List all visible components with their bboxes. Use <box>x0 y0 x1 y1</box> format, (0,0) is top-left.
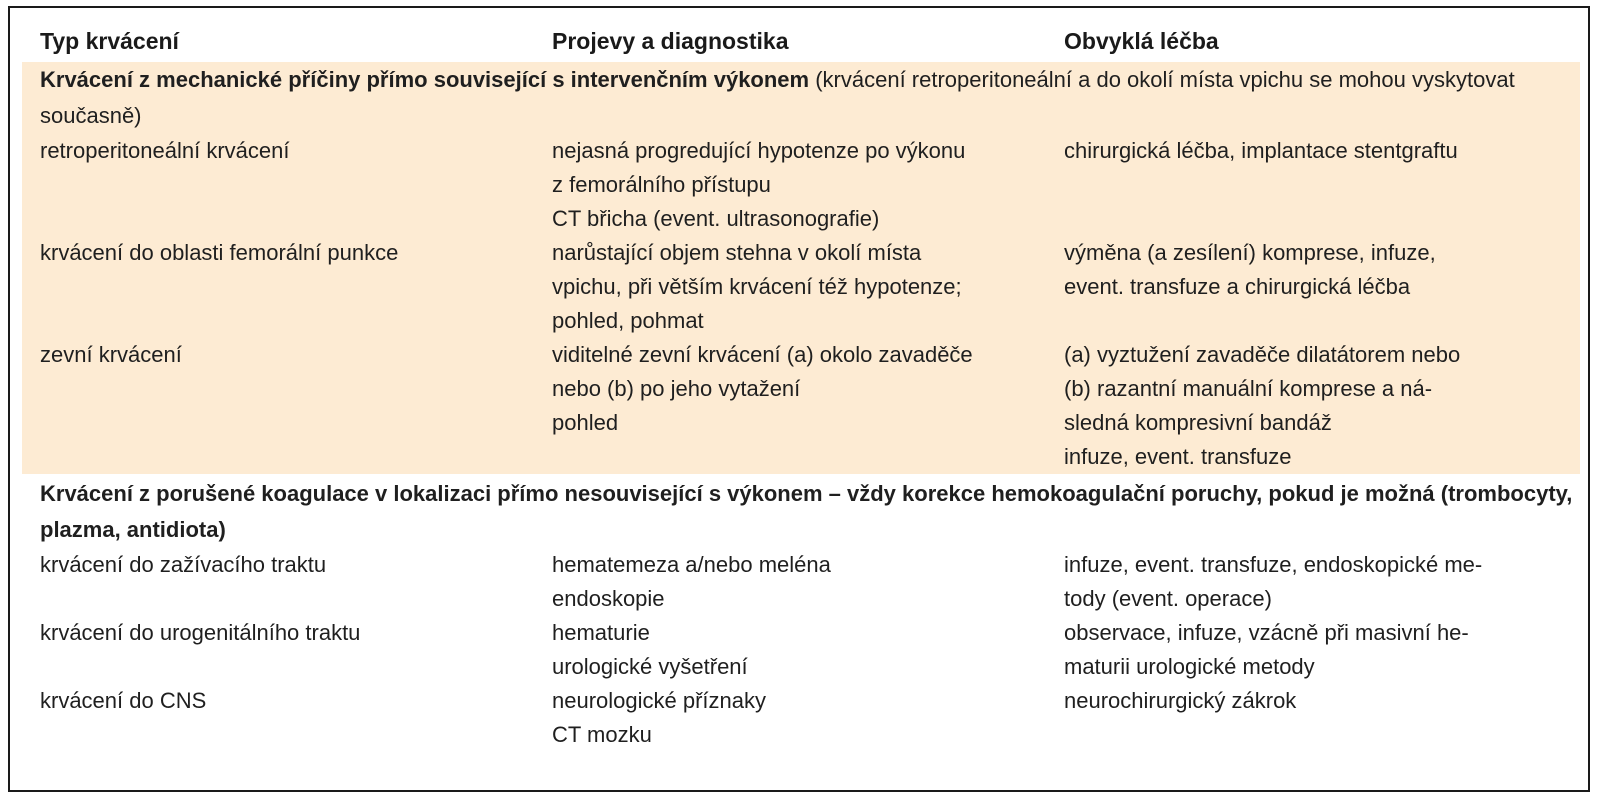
cell-type <box>22 548 534 616</box>
cell-line: nejasná progredující hypotenze po výkonu <box>552 138 966 163</box>
cell-line: krvácení do urogenitálního traktu <box>40 620 361 645</box>
table-row <box>22 684 1580 752</box>
cell-line: z femorálního přístupu <box>552 172 771 197</box>
cell-line: výměna (a zesílení) komprese, infuze, <box>1064 240 1436 265</box>
section-coagulation <box>22 474 1580 752</box>
cell-line: endoskopie <box>552 586 665 611</box>
cell-line: hematemeza a/nebo meléna <box>552 552 831 577</box>
cell-treatment <box>1046 134 1580 236</box>
cell-type <box>22 338 534 474</box>
cell-line: pohled, pohmat <box>552 308 704 333</box>
cell-line: neurologické příznaky <box>552 688 767 713</box>
section-heading-bold: Krvácení z mechanické příčiny přímo související s intervenčním výkonem <box>40 67 810 92</box>
cell-diagnosis <box>534 134 1046 236</box>
table-row <box>22 548 1580 616</box>
cell-line: pohled <box>552 410 619 435</box>
table-row <box>22 236 1580 338</box>
bleeding-table <box>22 22 1580 752</box>
cell-treatment <box>1046 616 1580 684</box>
cell-type <box>22 684 534 752</box>
section-heading <box>22 474 1580 548</box>
cell-line: sledná kompresivní bandáž <box>1064 410 1332 435</box>
cell-treatment <box>1046 684 1580 752</box>
cell-line: (b) razantní manuální komprese a ná- <box>1064 376 1433 401</box>
cell-line: neurochirurgický zákrok <box>1064 688 1297 713</box>
cell-type <box>22 236 534 338</box>
cell-line: hematurie <box>552 620 650 645</box>
cell-line: (a) vyztužení zavaděče dilatátorem nebo <box>1064 342 1461 367</box>
cell-treatment <box>1046 548 1580 616</box>
cell-line: narůstající objem stehna v okolí místa <box>552 240 922 265</box>
section-heading <box>22 62 1580 134</box>
section-mechanical <box>22 62 1580 474</box>
table-header <box>22 22 1580 62</box>
cell-line: viditelné zevní krvácení (a) okolo zavaděče <box>552 342 973 367</box>
cell-diagnosis <box>534 684 1046 752</box>
table-frame <box>8 6 1590 792</box>
cell-line: observace, infuze, vzácně při masivní he- <box>1064 620 1469 645</box>
table-row <box>22 338 1580 474</box>
cell-line: krvácení do zažívacího traktu <box>40 552 327 577</box>
cell-line: vpichu, při větším krvácení též hypotenze; <box>552 274 962 299</box>
cell-diagnosis <box>534 548 1046 616</box>
cell-line: infuze, event. transfuze <box>1064 444 1292 469</box>
cell-treatment <box>1046 338 1580 474</box>
header-col-diagnosis: Projevy a diagnostika <box>552 28 789 54</box>
cell-line: CT mozku <box>552 722 652 747</box>
section-heading-note: (krvácení retroperitoneální a do okolí místa vpichu se <box>809 67 1333 92</box>
cell-line: CT břicha (event. ultrasonografie) <box>552 206 880 231</box>
cell-diagnosis <box>534 338 1046 474</box>
cell-line: infuze, event. transfuze, endoskopické me- <box>1064 552 1483 577</box>
header-col-type: Typ krvácení <box>40 28 179 54</box>
cell-line: krvácení do oblasti femorální punkce <box>40 240 399 265</box>
header-col-treatment: Obvyklá léčba <box>1064 28 1219 54</box>
section-heading-line-2: mohou vyskytovat současně) <box>40 67 1515 128</box>
table-row <box>22 134 1580 236</box>
cell-diagnosis <box>534 616 1046 684</box>
cell-treatment <box>1046 236 1580 338</box>
cell-line: nebo (b) po jeho vytažení <box>552 376 801 401</box>
cell-type <box>22 134 534 236</box>
cell-line: urologické vyšetření <box>552 654 748 679</box>
cell-line: retroperitoneální krvácení <box>40 138 290 163</box>
section-heading-line: Krvácení z porušené koagulace v lokalizaci přímo nesouvisející s výkonem – vždy korekce hemokoagulační poruchy, pokud je <box>40 481 1359 506</box>
cell-diagnosis <box>534 236 1046 338</box>
section-heading-line <box>40 67 1332 92</box>
table-row <box>22 616 1580 684</box>
cell-line: chirurgická léčba, implantace stentgraftu <box>1064 138 1458 163</box>
cell-line: krvácení do CNS <box>40 688 207 713</box>
cell-type <box>22 616 534 684</box>
cell-line: maturii urologické metody <box>1064 654 1315 679</box>
section-heading-line-2: možná (trombocyty, plazma, antidiota) <box>40 481 1573 542</box>
cell-line: tody (event. operace) <box>1064 586 1272 611</box>
cell-line: event. transfuze a chirurgická léčba <box>1064 274 1411 299</box>
cell-line: zevní krvácení <box>40 342 182 367</box>
